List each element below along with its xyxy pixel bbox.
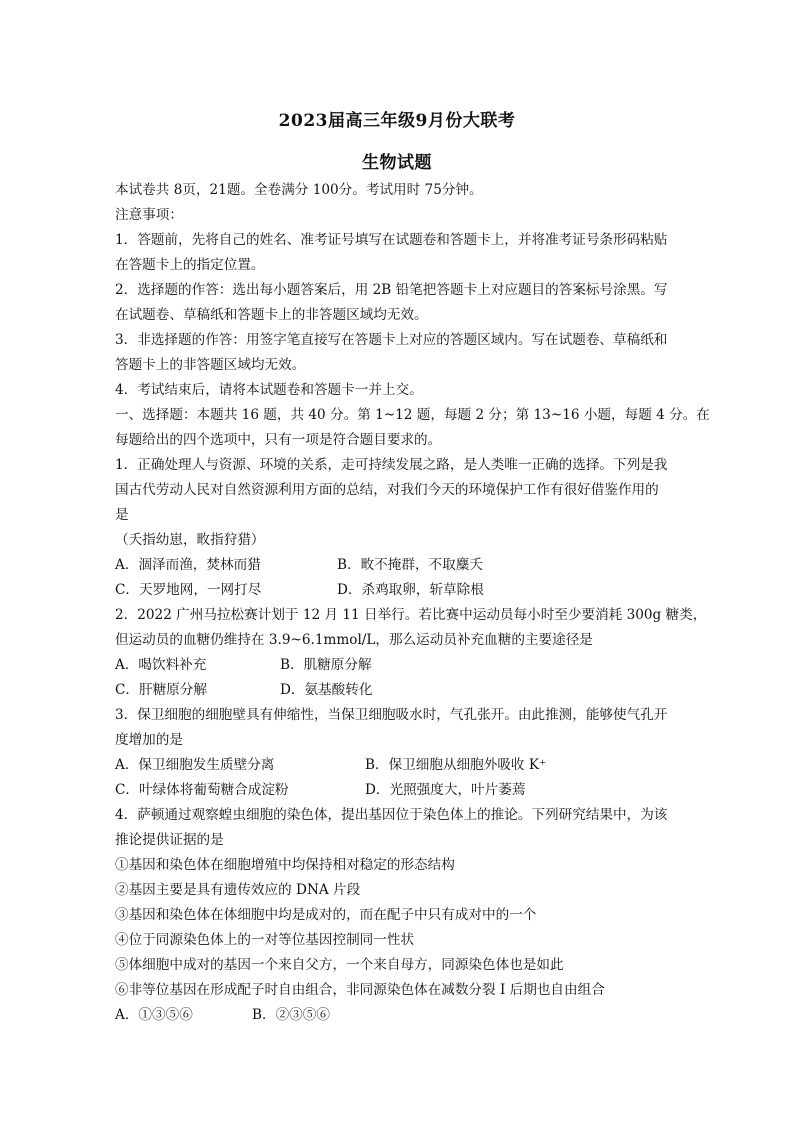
notice-heading: 注意事项： [115, 207, 183, 223]
question-2-option-a: A．喝饮料补充 [115, 657, 207, 673]
notice-line: 在试题卷、草稿纸和答题卡上的非答题区域均无效。 [115, 307, 428, 323]
question-1-stem: 国古代劳动人民对自然资源利用方面的总结，对我们今天的环境保护工作有很好借鉴作用的 [115, 482, 659, 498]
question-4-stem: 4．萨顿通过观察蝗虫细胞的染色体，提出基因位于染色体上的推论。下列研究结果中，为该 [115, 807, 668, 823]
question-3-stem: 度增加的是 [115, 732, 183, 748]
notice-line: 2．选择题的作答：选出每小题答案后，用 2B 铅笔把答题卡上对应题目的答案标号涂黑。写 [115, 282, 668, 298]
question-4-item: ③基因和染色体在体细胞中均是成对的，而在配子中只有成对中的一个 [115, 907, 537, 923]
question-2-option-c: C．肝糖原分解 [115, 682, 207, 698]
exam-summary: 本试卷共 8页，21题。全卷满分 100分。考试用时 75分钟。 [115, 182, 483, 198]
question-1-option-b: B．畋不掩群，不取麋夭 [337, 557, 483, 573]
question-4-item: ②基因主要是具有遗传效应的 DNA 片段 [115, 882, 361, 898]
notice-line: 答题卡上的非答题区域均无效。 [115, 357, 306, 373]
question-4-stem: 推论提供证据的是 [115, 832, 224, 848]
question-3-option-d: D．光照强度大，叶片萎蔫 [365, 782, 526, 798]
question-4-item: ④位于同源染色体上的一对等位基因控制同一性状 [115, 932, 415, 948]
exam-title: 2023届高三年级9月份大联考 [278, 111, 516, 131]
notice-line: 3．非选择题的作答：用签字笔直接写在答题卡上对应的答题区域内。写在试题卷、草稿纸和 [115, 332, 668, 348]
question-3-option-a: A．保卫细胞发生质壁分离 [115, 757, 275, 773]
section-heading: 一、选择题：本题共 16 题，共 40 分。第 1~12 题，每题 2 分；第 13~16 小题，每题 4 分。在 [115, 407, 710, 423]
question-2-stem: 2．2022 广州马拉松赛计划于 12 月 11 日举行。若比赛中运动员每小时至少要消耗 300g 糖类， [115, 607, 707, 623]
notice-line: 4．考试结束后，请将本试题卷和答题卡一并上交。 [115, 382, 423, 398]
section-heading-cont: 每题给出的四个选项中，只有一项是符合题目要求的。 [115, 432, 442, 448]
question-1-option-c: C．天罗地网，一网打尽 [115, 582, 262, 598]
question-2-option-d: D．氨基酸转化 [280, 682, 373, 698]
question-1-stem: 是 [115, 507, 129, 523]
question-1-option-d: D．杀鸡取卵，斩草除根 [337, 582, 484, 598]
question-4-item: ⑤体细胞中成对的基因一个来自父方，一个来自母方，同源染色体也是如此 [115, 957, 564, 973]
question-4-item: ⑥非等位基因在形成配子时自由组合，非同源染色体在减数分裂 I 后期也自由组合 [115, 982, 605, 998]
notice-line: 在答题卡上的指定位置。 [115, 257, 265, 273]
question-4-option-b: B．②③⑤⑥ [252, 1007, 330, 1023]
question-3-stem: 3．保卫细胞的细胞壁具有伸缩性，当保卫细胞吸水时，气孔张开。由此推测，能够使气孔开 [115, 707, 668, 723]
question-1-option-a: A．涸泽而渔，焚林而猎 [115, 557, 261, 573]
question-2-stem: 但运动员的血糖仍维持在 3.9~6.1mmol/L，那么运动员补充血糖的主要途径是 [115, 632, 593, 648]
question-2-option-b: B．肌糖原分解 [280, 657, 372, 673]
question-1-stem: 1．正确处理人与资源、环境的关系，走可持续发展之路，是人类唯一正确的选择。下列是我 [115, 457, 668, 473]
question-4-option-a: A．①③⑤⑥ [115, 1007, 193, 1023]
question-1-note: （夭指幼崽，畋指狩猎） [115, 532, 265, 548]
question-4-item: ①基因和染色体在细胞增殖中均保持相对稳定的形态结构 [115, 857, 455, 873]
question-3-option-b: B．保卫细胞从细胞外吸收 K⁺ [365, 757, 547, 773]
exam-subtitle: 生物试题 [362, 153, 432, 173]
question-3-option-c: C．叶绿体将葡萄糖合成淀粉 [115, 782, 289, 798]
notice-line: 1．答题前，先将自己的姓名、准考证号填写在试题卷和答题卡上，并将准考证号条形码粘贴 [115, 232, 668, 248]
